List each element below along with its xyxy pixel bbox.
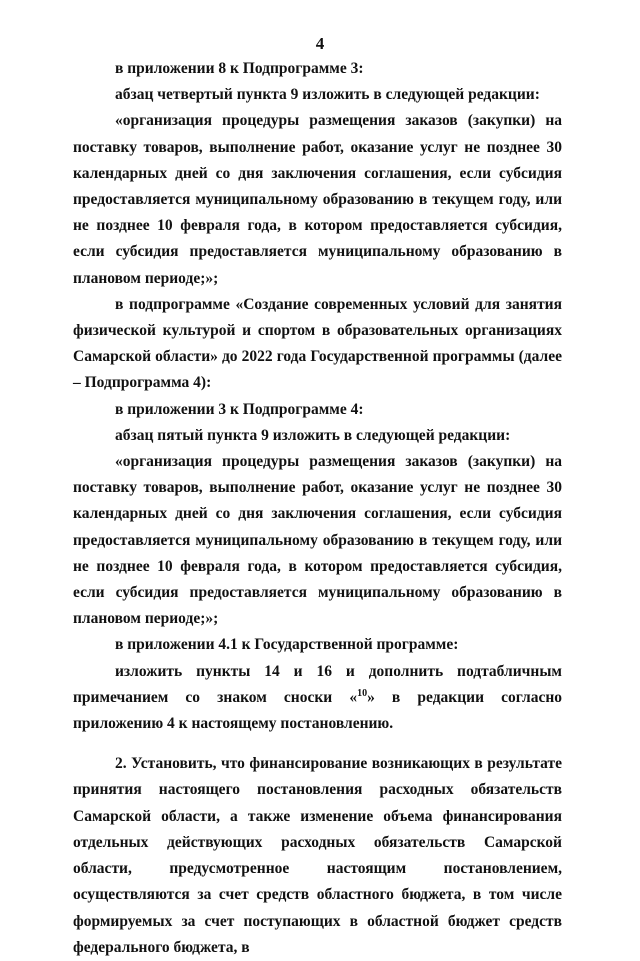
paragraph-clause-4-instruction: абзац четвертый пункта 9 изложить в следующей редакции: — [115, 86, 540, 104]
paragraph-footnote-instruction — [73, 659, 562, 738]
paragraph-appendix-3: в приложении 3 к Подпрограмме 4: — [115, 400, 364, 418]
paragraph-quoted-text-1: «организация процедуры размещения заказов (закупки) на поставку товаров, выполнение работ, оказание услуг не позднее 30 календарных дней со дня заключения соглашения, если субсидия предоставляется муниципальному образованию в текущем году, или не позднее 10 февраля года, в котором предоставляется субсидия, если субсидия предоставляется муниципальному образованию в плановом периоде;»; — [73, 112, 562, 287]
document-body — [73, 56, 562, 961]
paragraph-item-2: 2. Установить, что финансирование возникающих в результате принятия настоящего постановления расходных обязательств Самарской области, а также изменение объема финансирования отдельных действующих расходных обязательств Самарской области, предусмотренное настоящим постановлением, осуществляются за счет средств областного бюджета, в том числе формируемых за счет поступающих в областной бюджет средств федерального бюджета, в — [73, 755, 562, 956]
paragraph-quoted-text-2: «организация процедуры размещения заказов (закупки) на поставку товаров, выполнение работ, оказание услуг не позднее 30 календарных дней со дня заключения соглашения, если субсидия предоставляется муниципальному образованию в текущем году, или не позднее 10 февраля года, в котором предоставляется субсидия, если субсидия предоставляется муниципальному образованию в плановом периоде;»; — [73, 453, 562, 628]
paragraph-subprogram-4: в подпрограмме «Создание современных условий для занятия физической культурой и спортом в образовательных организациях Самарской области» до 2022 года Государственной программы (далее – Подпрограмма 4): — [73, 295, 562, 392]
footnote-mark: 10 — [357, 687, 368, 699]
paragraph-appendix-8: в приложении 8 к Подпрограмме 3: — [115, 60, 364, 77]
page-number: 4 — [315, 34, 325, 53]
paragraph-clause-5-instruction: абзац пятый пункта 9 изложить в следующей редакции: — [115, 426, 511, 444]
paragraph-gap — [73, 737, 562, 751]
paragraph-appendix-4-1: в приложении 4.1 к Государственной программе: — [115, 636, 459, 654]
footnote-text-after: » в редакции согласно приложению 4 к настоящему постановлению. — [73, 688, 563, 733]
footnote-text-before: изложить пункты 14 и 16 и дополнить подтабличным примечанием со знаком сноски « — [73, 662, 562, 706]
